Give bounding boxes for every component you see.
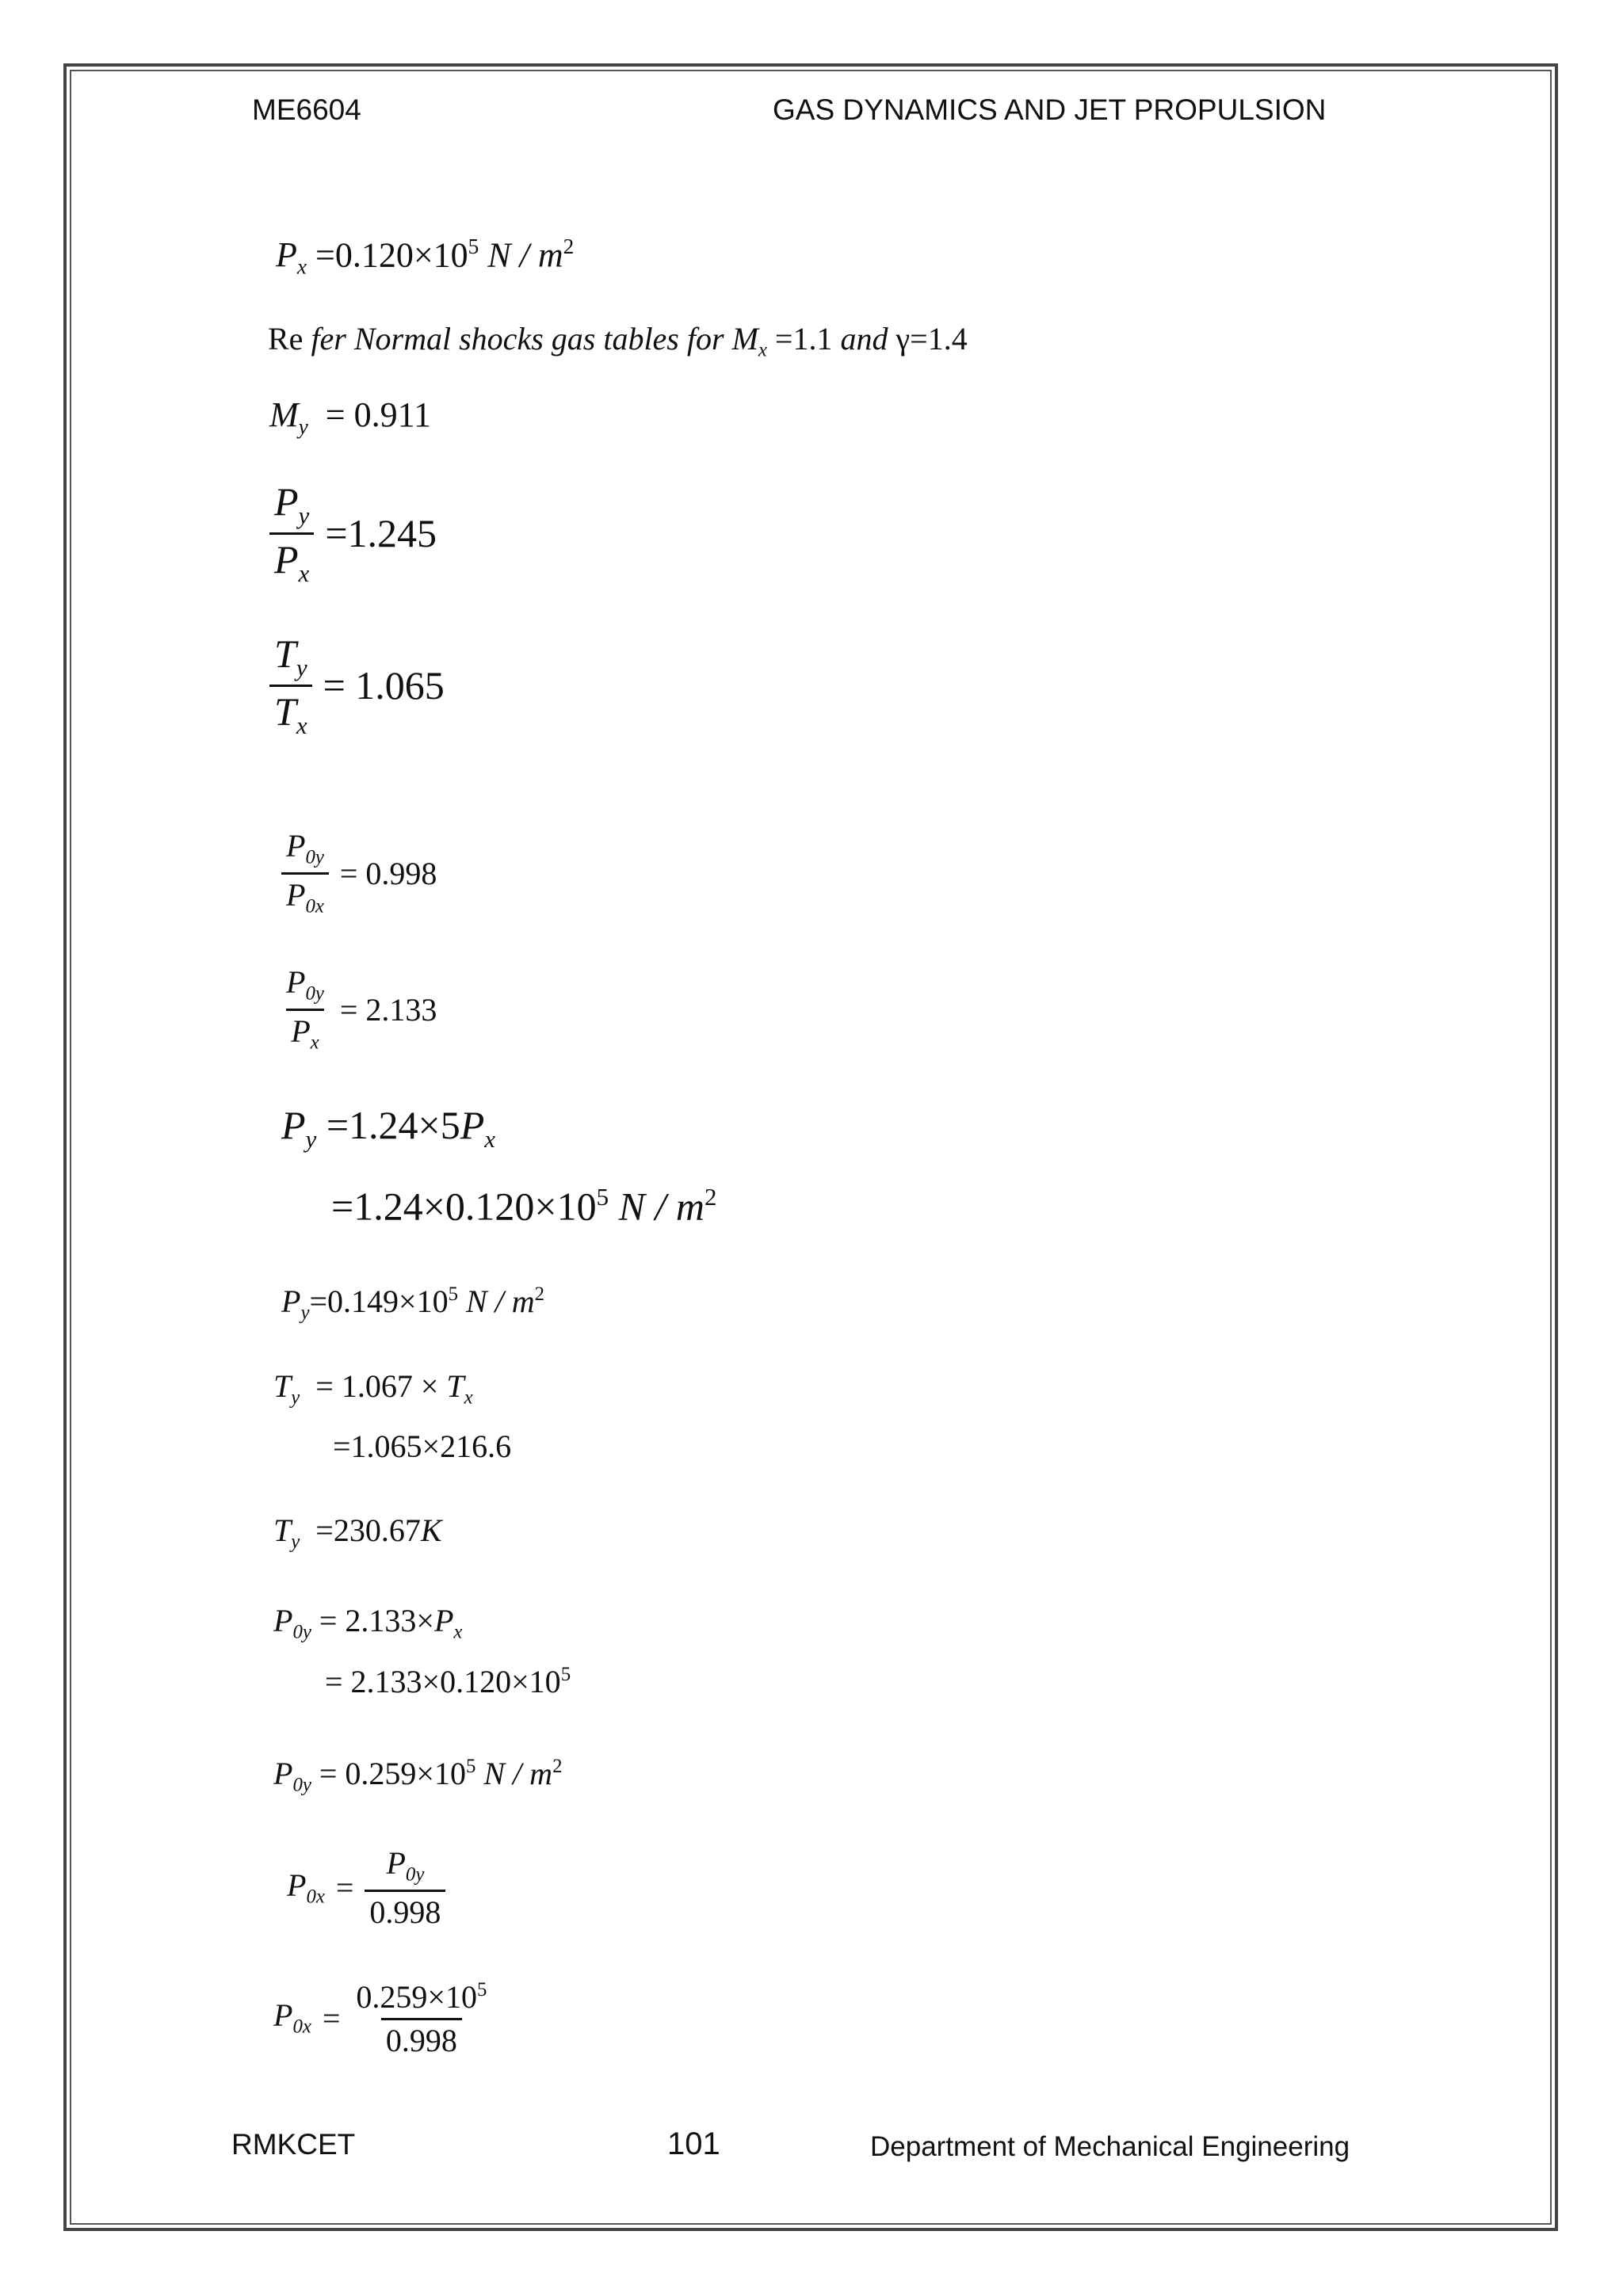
eq-ty-calc-1: $T_y = 1.067 \times T_x$: [273, 1368, 473, 1409]
course-code: ME6604: [252, 93, 361, 126]
eq-px: $P_x =0.120\times 10^5$ N / $m^2$: [276, 235, 575, 279]
eq-py-result: $P_y=0.149\times 10^5$ N / $m^2$: [281, 1283, 545, 1324]
eq-ty-over-tx: $\frac{T_y}{T_x}$ = 1.065: [269, 634, 445, 738]
eq-ty-result: $T_y =230.67K$: [273, 1512, 442, 1553]
eq-p0y-over-p0x: $\frac{P_{0y}}{P_{0x}}$ = 0.998: [281, 830, 437, 917]
eq-p0y-result: $P_{0y} = 0.259\times 10^5$ N / $m^2$: [273, 1755, 563, 1796]
eq-ty-calc-2: =1.065×216.6: [333, 1428, 512, 1464]
eq-py-over-px: $\frac{P_y}{P_x}$ =1.245: [269, 482, 437, 585]
eq-refer-tables: Re fer Normal shocks gas tables for $M_x =1.1$ and γ=1.4: [268, 321, 968, 361]
eq-py-calc-1: $P_y =1.24\times 5P_x$: [281, 1103, 496, 1153]
eq-my: $M_y = 0.911$: [269, 395, 431, 439]
eq-p0y-calc-2: = $2.133\times 0.120\times 10^5$: [325, 1663, 571, 1699]
eq-p0x-formula: $P_{0x}$ = $\frac{P_{0y}}{0.998}$: [287, 1848, 445, 1928]
footer-department: Department of Mechanical Engineering: [870, 2131, 1350, 2162]
eq-p0y-over-px: $\frac{P_{0y}}{P_x}$ = 2.133: [286, 964, 437, 1055]
eq-p0y-calc-1: $P_{0y} = 2.133\times P_x$: [273, 1603, 463, 1643]
eq-p0x-substituted: $P_{0x}$ = $\frac{0.259\times 10^5}{0.998}$: [273, 1978, 487, 2058]
footer-institute: RMKCET: [231, 2128, 356, 2161]
page-number: 101: [667, 2126, 720, 2161]
course-title: GAS DYNAMICS AND JET PROPULSION: [773, 93, 1327, 126]
eq-py-calc-2: $=1.24\times 0.120\times 10^5$ N / $m^2$: [331, 1183, 717, 1229]
